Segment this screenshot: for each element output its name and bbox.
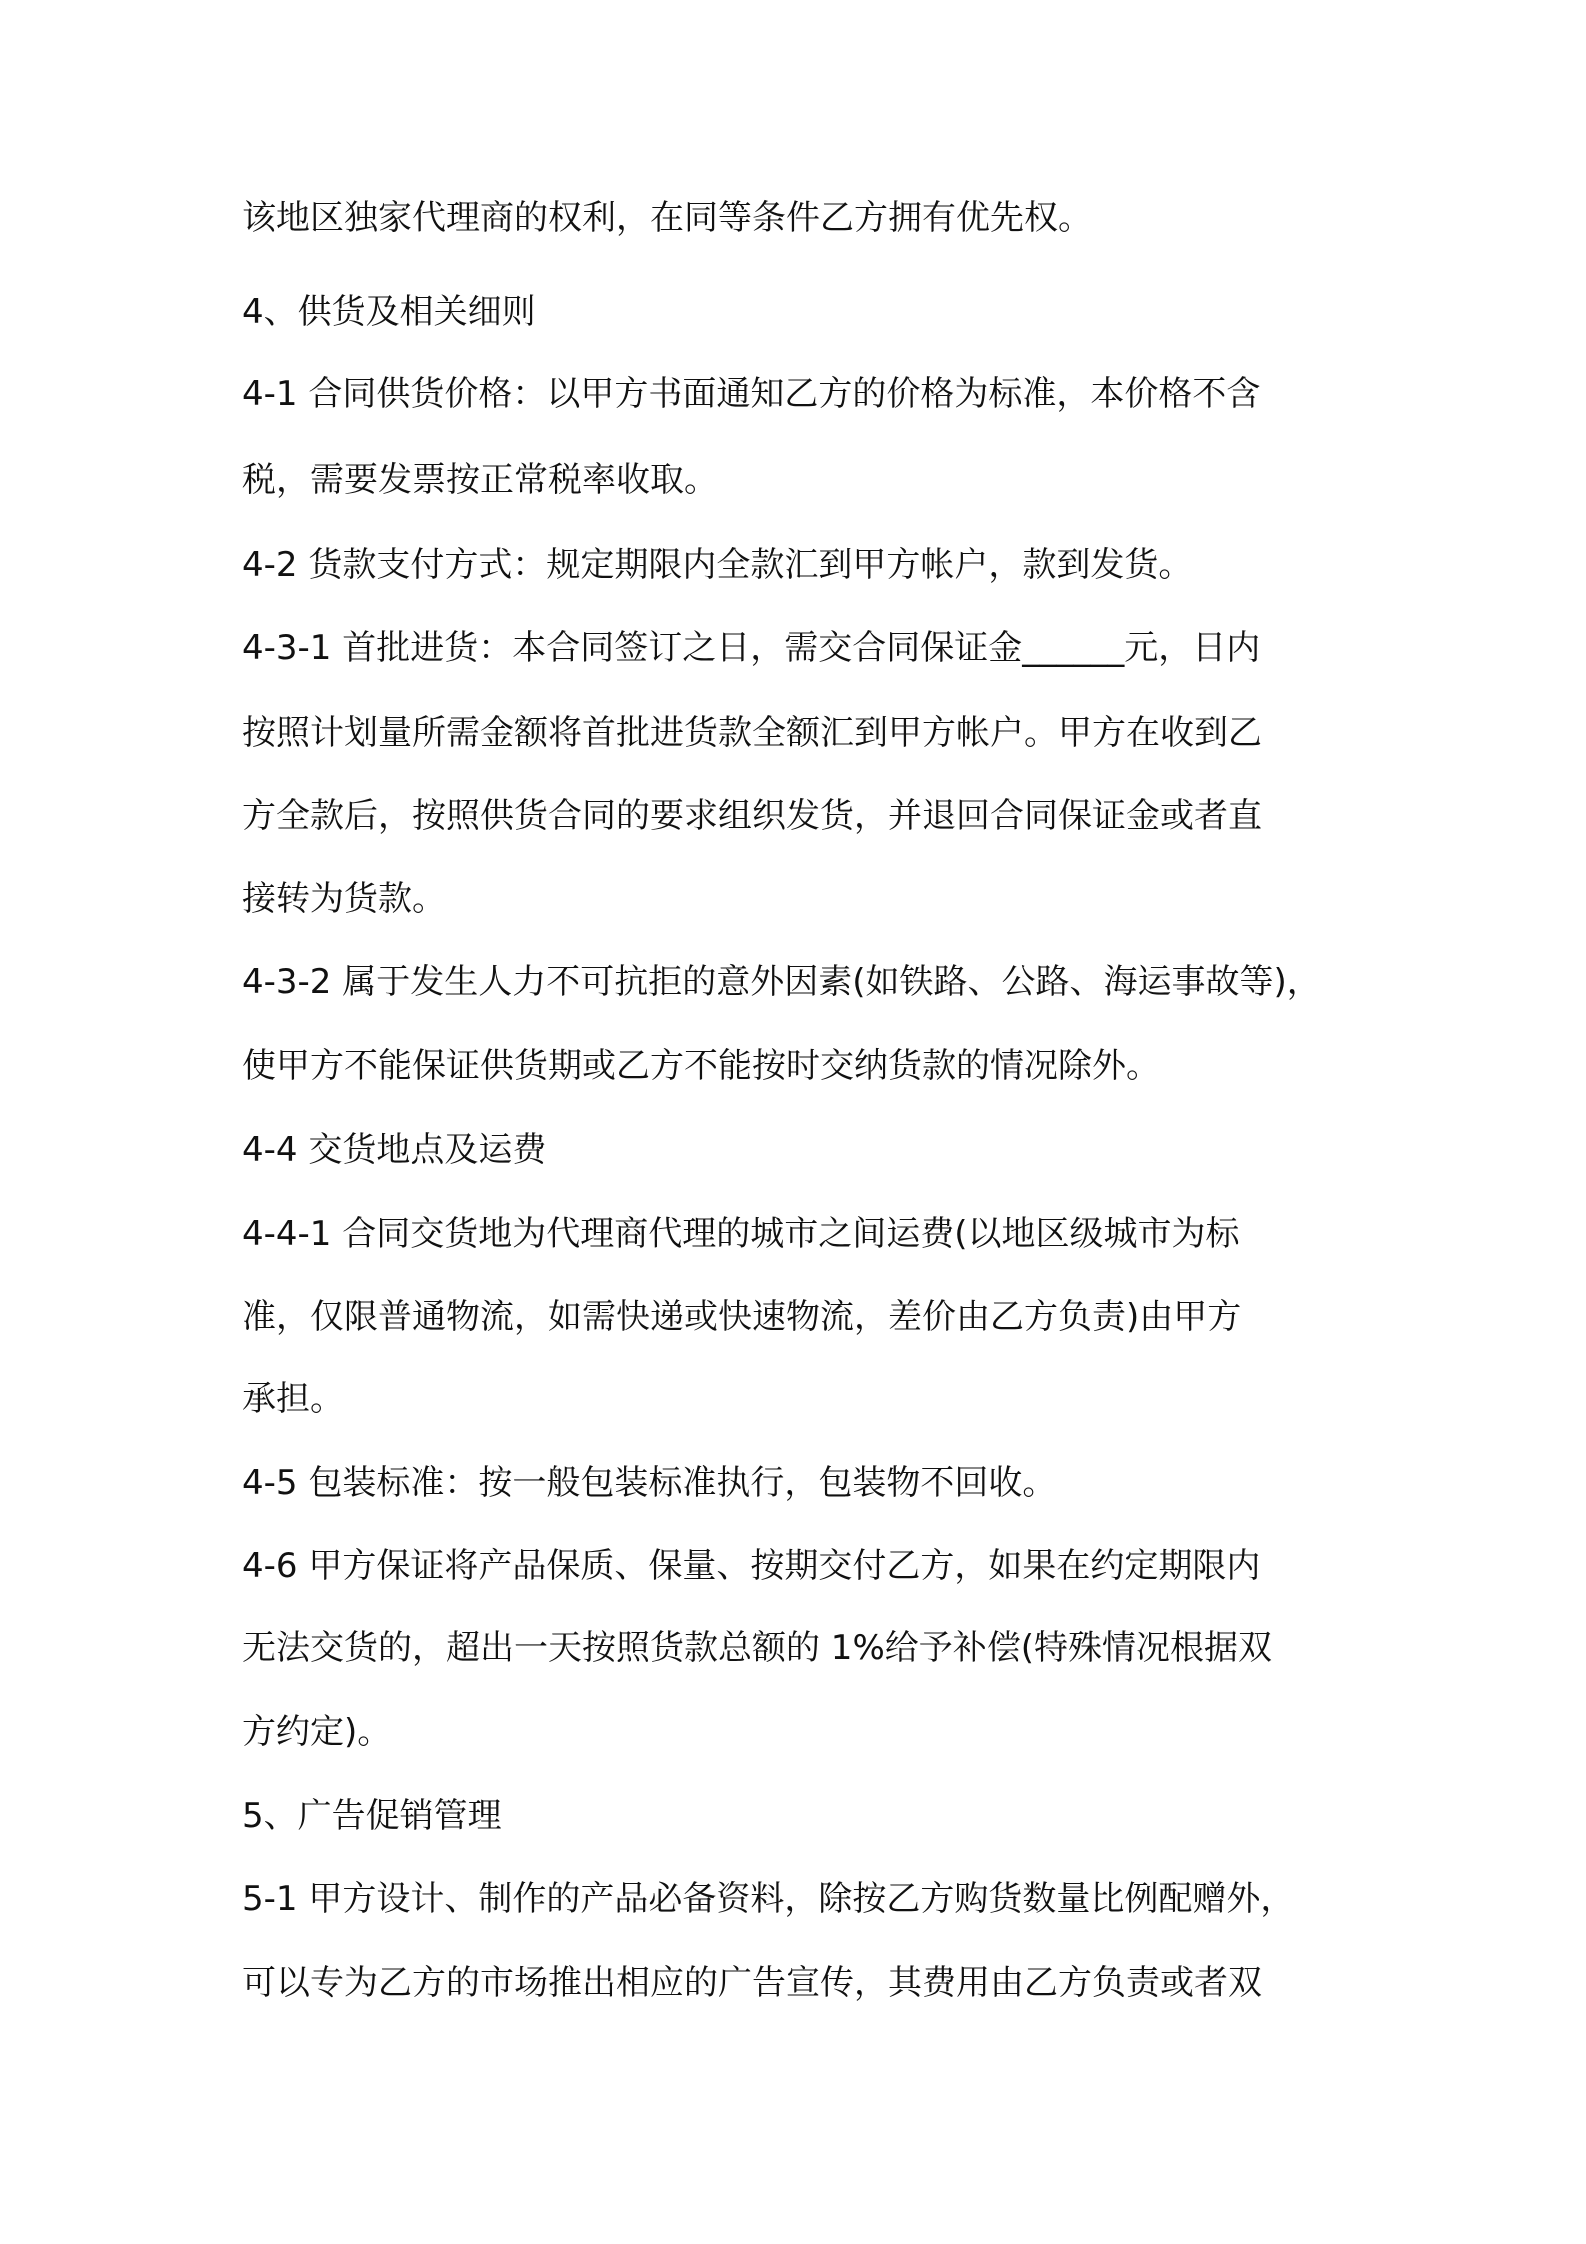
- text-line: 4-4-1 合同交货地为代理商代理的城市之间运费(以地区级城市为标: [242, 1214, 1240, 1254]
- text-line: 使甲方不能保证供货期或乙方不能按时交纳货款的情况除外。: [242, 1046, 1160, 1086]
- subsection-heading: 4-4 交货地点及运费: [242, 1130, 547, 1170]
- section-heading: 5、广告促销管理: [242, 1796, 502, 1836]
- text-line: 无法交货的，超出一天按照货款总额的 1%给予补偿(特殊情况根据双: [242, 1628, 1273, 1668]
- text-line: 方约定)。: [242, 1712, 392, 1752]
- text-line: 该地区独家代理商的权利，在同等条件乙方拥有优先权。: [242, 198, 1092, 238]
- text-line: 按照计划量所需金额将首批进货款全额汇到甲方帐户。甲方在收到乙: [242, 713, 1262, 753]
- text-line: 4-3-1 首批进货：本合同签订之日，需交合同保证金______元，日内: [242, 628, 1261, 668]
- text-line: 4-5 包装标准：按一般包装标准执行，包装物不回收。: [242, 1463, 1057, 1503]
- section-heading: 4、供货及相关细则: [242, 292, 536, 332]
- text-line: 方全款后，按照供货合同的要求组织发货，并退回合同保证金或者直: [242, 796, 1262, 836]
- text-line: 5-1 甲方设计、制作的产品必备资料，除按乙方购货数量比例配赠外，: [242, 1879, 1295, 1919]
- text-line: 承担。: [242, 1379, 344, 1419]
- text-line: 接转为货款。: [242, 879, 446, 919]
- text-line: 税，需要发票按正常税率收取。: [242, 460, 718, 500]
- text-line: 可以专为乙方的市场推出相应的广告宣传，其费用由乙方负责或者双: [242, 1963, 1262, 2003]
- text-line: 4-1 合同供货价格：以甲方书面通知乙方的价格为标准，本价格不含: [242, 374, 1261, 414]
- text-line: 4-2 货款支付方式：规定期限内全款汇到甲方帐户，款到发货。: [242, 545, 1193, 585]
- text-line: 4-6 甲方保证将产品保质、保量、按期交付乙方，如果在约定期限内: [242, 1546, 1261, 1586]
- text-line: 4-3-2 属于发生人力不可抗拒的意外因素(如铁路、公路、海运事故等)，: [242, 962, 1321, 1002]
- text-line: 准，仅限普通物流，如需快递或快速物流，差价由乙方负责)由甲方: [242, 1297, 1242, 1337]
